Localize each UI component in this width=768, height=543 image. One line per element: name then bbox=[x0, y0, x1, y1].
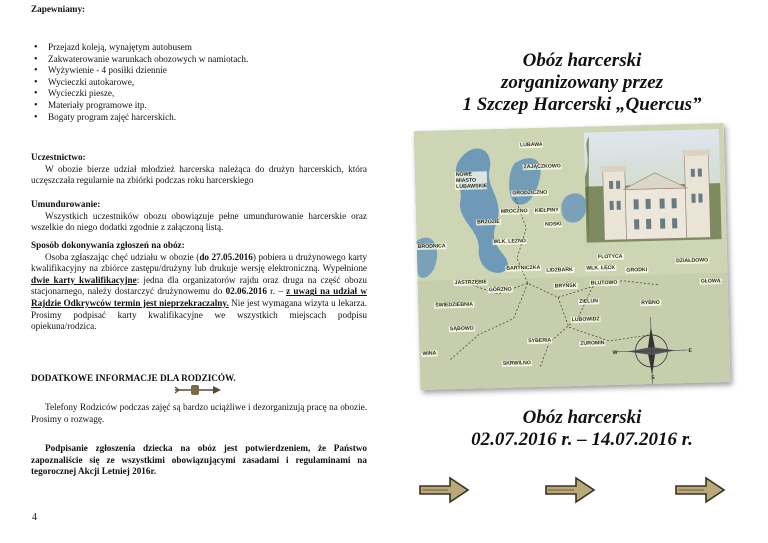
title-line: zorganizowany przez bbox=[500, 72, 664, 93]
sposob-section bbox=[31, 240, 367, 333]
sposob-title: Sposób dokonywania zgłoszeń na obóz: bbox=[31, 240, 185, 250]
map-label: WLK. ŁĘCK bbox=[586, 264, 616, 272]
map-label: SĄBOWO bbox=[449, 325, 474, 333]
dodatkowe-title: DODATKOWE INFORMACJE DLA RODZICÓW. bbox=[31, 373, 236, 383]
list-item: • Przejazd koleją, wynajętym autobusem bbox=[31, 42, 361, 54]
map-label: NOSKI bbox=[545, 221, 562, 228]
title-line: Obóz harcerski bbox=[522, 50, 642, 71]
map-label: ZAJĄCZKOWO bbox=[523, 163, 561, 171]
sposob-text: Osoba zgłaszając chęć udziału w obozie (do 27.05.2016) pobiera u drużynowego karty kwalifikacyjny na zbiórce zastępu/drużyny lub drukuje wersję elektroniczną. Wypełnione dwie karty kwalifikacyjne: jedna dla organizatorów rajdu oraz druga na część obozu stacjonarnego, należy dostarczyć drużynowemu do 02.06.2016 r. – z uwagi na udział w Rajdzie Odkrywców termin jest nieprzekraczalny. Nie jest wymagana wizyta u lekarza. Prosimy podpisać karty kwalifikacyjne we wszystkich miejscach podpisu opiekuna/rodzica. bbox=[31, 251, 367, 332]
map-image bbox=[414, 123, 731, 390]
map-label: ZUROMIN bbox=[580, 340, 605, 347]
list-item: • Wyżywienie - 4 posiłki dziennie bbox=[31, 65, 361, 77]
map-label: BLUTOWO bbox=[590, 279, 618, 287]
camp-map bbox=[414, 123, 731, 390]
map-label: BRZOZIE bbox=[476, 218, 500, 226]
arrow-right-icon bbox=[542, 474, 598, 506]
map-label: GÓRZNO bbox=[488, 286, 512, 294]
zapewniamy-title: Zapewniamy: bbox=[31, 4, 86, 14]
map-label: GŁOWĄ bbox=[700, 278, 721, 285]
map-label: GRODKI bbox=[626, 267, 648, 274]
map-label: LUBAWA bbox=[519, 141, 543, 149]
compass-west: W bbox=[612, 349, 618, 356]
map-label: ZIELUN bbox=[579, 298, 598, 305]
podpisanie-text: Podpisanie zgłoszenia dziecka na obóz jest potwierdzeniem, że Państwo zapoznaliście się ze wszystkimi obowiązującymi zasadami i regulaminami na tegorocznej Akcji Letniej 2016r. bbox=[31, 443, 367, 477]
map-label: ŚWIEDZIEBNIA bbox=[435, 301, 474, 309]
arrow-right-icon bbox=[672, 474, 728, 506]
camp-dates-heading bbox=[412, 407, 752, 451]
telefony-text: Telefony Rodziców podczas zajęć są bardzo uciążliwe i dezorganizują pracę na obozie. Prosimy o rozwagę. bbox=[31, 402, 367, 424]
rajd-notice: z uwagi na udział w Rajdzie Odkrywców termin jest nieprzekraczalny. bbox=[31, 286, 367, 308]
map-label: SYBERIA bbox=[528, 337, 552, 345]
compass-south: S bbox=[651, 374, 655, 381]
map-label: WINA bbox=[422, 350, 437, 357]
dwie-karty: dwie karty kwalifikacyjne bbox=[31, 274, 137, 285]
uczestnictwo-title: Uczestnictwo: bbox=[31, 152, 86, 162]
map-label: KIEŁPINY bbox=[534, 207, 559, 214]
map-label: JASTRZĘBIE bbox=[454, 279, 488, 287]
map-label: LIDZBARK bbox=[546, 266, 573, 274]
list-item: • Wycieczki autokarowe, bbox=[31, 77, 361, 89]
list-item: • Bogaty program zajęć harcerskich. bbox=[31, 112, 361, 124]
page-number: 4 bbox=[32, 512, 37, 523]
map-label: WLK. LEZNO bbox=[493, 238, 526, 246]
umundurowanie-title: Umundurowanie: bbox=[31, 199, 101, 209]
map-label: RYBNO bbox=[641, 299, 660, 307]
arrow-ornament-icon bbox=[173, 383, 223, 397]
map-label: MROCZNO bbox=[500, 208, 528, 215]
compass-east: E bbox=[688, 347, 693, 354]
umundurowanie-section bbox=[31, 199, 367, 234]
map-label: NOWE MIASTO LUBAWSKIE bbox=[455, 171, 488, 191]
map-label: SKRWILNO bbox=[502, 360, 532, 367]
uczestnictwo-text: W obozie bierze udział młodzież harcerska należąca do drużyn harcerskich, która uczęszczała regularnie na zbiórki podczas roku harcerskiego bbox=[31, 163, 367, 186]
list-item: • Materiały programowe itp. bbox=[31, 100, 361, 112]
list-item: • Wycieczki piesze, bbox=[31, 88, 361, 100]
camp-dates: 02.07.2016 r. – 14.07.2016 r. bbox=[471, 429, 693, 450]
date-deadline: 02.06.2016 bbox=[225, 286, 267, 297]
map-label: DZIAŁDOWO bbox=[676, 257, 709, 265]
list-item: • Zakwaterowanie warunkach obozowych w namiotach. bbox=[31, 54, 361, 66]
arrow-right-icon bbox=[416, 474, 472, 506]
zapewniamy-list bbox=[31, 42, 361, 123]
uczestnictwo-section bbox=[31, 152, 367, 187]
map-label: BRYŃSK bbox=[554, 282, 577, 290]
title-line: Obóz harcerski bbox=[522, 407, 642, 428]
page-title bbox=[412, 50, 752, 116]
map-label: LUBOWIDZ bbox=[571, 316, 600, 324]
map-label: BRODNICA bbox=[417, 243, 446, 251]
umundurowanie-text: Wszystkich uczestników obozu obowiązuje pełne umundurowanie harcerskie oraz wszelkie do niego dodatki zgodnie z załączoną listą. bbox=[31, 210, 367, 233]
map-label: BARTNICZKA bbox=[506, 264, 541, 272]
map-label: FLOTYCA bbox=[597, 253, 623, 261]
title-line: 1 Szczep Harcerski „Quercus” bbox=[462, 94, 702, 115]
deadline: do 27.05.2016 bbox=[199, 251, 253, 262]
map-label: GRODZICZNO bbox=[512, 189, 548, 197]
